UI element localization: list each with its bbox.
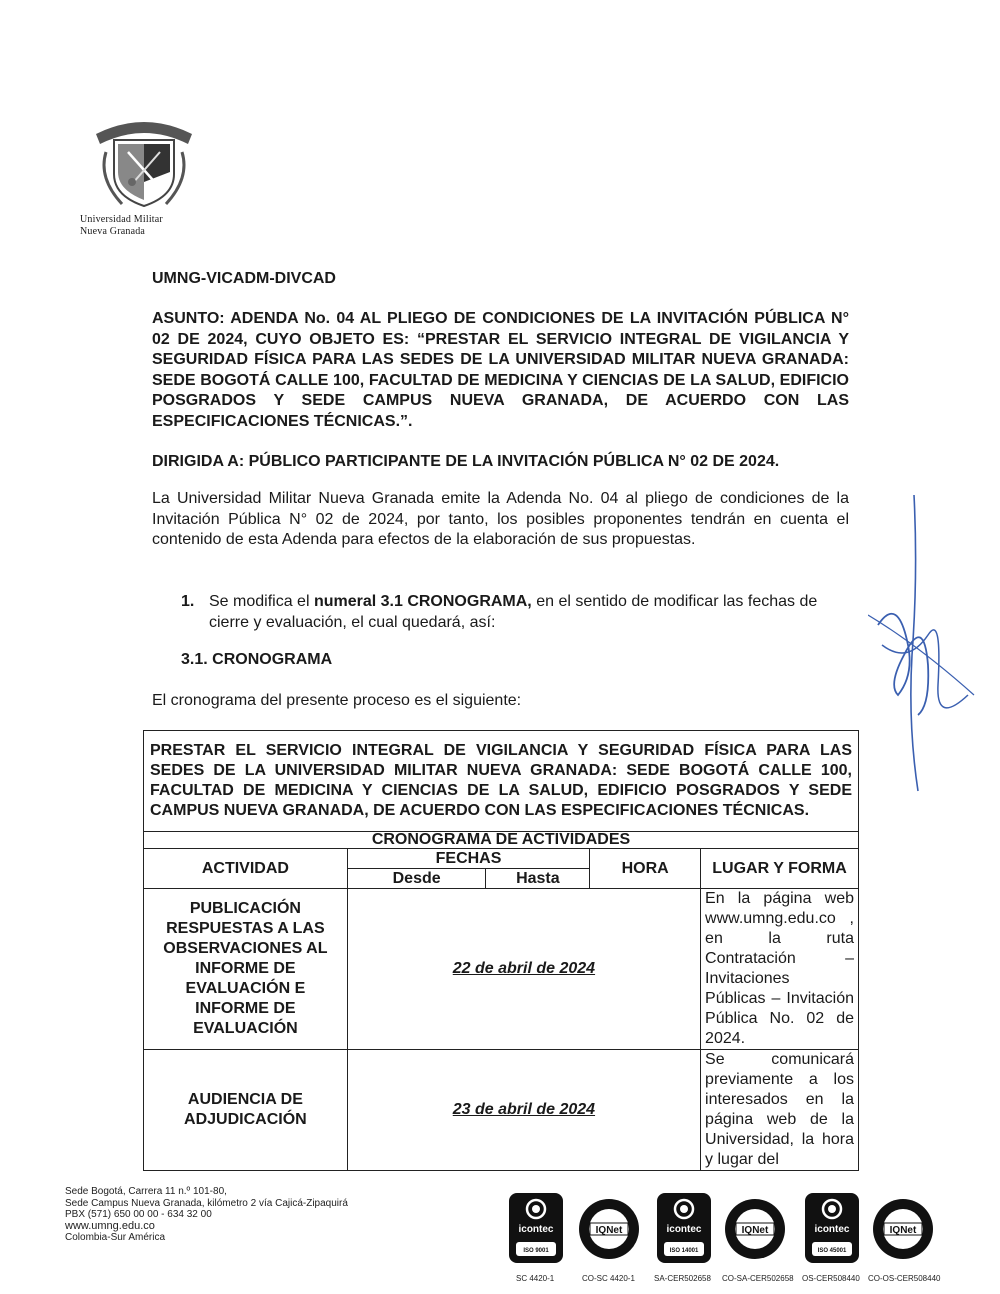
certification-seals <box>508 1192 948 1282</box>
header-hasta: Hasta <box>486 869 590 889</box>
handwritten-signature <box>868 495 978 795</box>
list-item-text <box>209 591 849 633</box>
header-desde: Desde <box>347 869 486 889</box>
university-name-line1: Universidad Militar <box>80 214 163 225</box>
cert-code: CO-SA-CER502658 <box>722 1274 794 1283</box>
icontec-seal <box>508 1192 564 1269</box>
footer-line3: PBX (571) 650 00 00 - 634 32 00 <box>65 1209 212 1220</box>
addressed-to: DIRIGIDA A: PÚBLICO PARTICIPANTE DE LA INVITACIÓN PÚBLICA N° 02 DE 2024. <box>152 453 780 470</box>
svg-text:icontec: icontec <box>814 1224 850 1235</box>
table-subtitle: CRONOGRAMA DE ACTIVIDADES <box>144 832 859 849</box>
university-crest-icon <box>88 112 200 212</box>
cert-code: CO-OS-CER508440 <box>868 1274 941 1283</box>
iqnet-seal <box>578 1198 640 1265</box>
icontec-logo-icon <box>508 1192 564 1264</box>
row-2-fecha: 23 de abril de 2024 <box>347 1050 700 1171</box>
footer-line5: Colombia-Sur América <box>65 1232 166 1243</box>
icontec-seal <box>656 1192 712 1269</box>
footer-website: www.umng.edu.co <box>65 1219 155 1232</box>
row-1-fecha: 22 de abril de 2024 <box>347 889 700 1050</box>
document-reference: UMNG-VICADM-DIVCAD <box>152 270 336 287</box>
footer-address <box>65 1186 348 1244</box>
footer-line1: Sede Bogotá, Carrera 11 n.º 101-80, <box>65 1186 227 1197</box>
table-row <box>144 1050 859 1171</box>
iqnet-seal <box>872 1198 934 1265</box>
row-2-actividad: AUDIENCIA DE ADJUDICACIÓN <box>144 1050 348 1171</box>
section-intro: El cronograma del presente proceso es el siguiente: <box>152 692 522 709</box>
university-name <box>80 214 200 238</box>
cert-code: CO-SC 4420-1 <box>582 1274 635 1283</box>
header-fechas: FECHAS <box>347 849 589 869</box>
icontec-seal <box>804 1192 860 1269</box>
header-actividad: ACTIVIDAD <box>144 849 348 889</box>
document-subject: ASUNTO: ADENDA No. 04 AL PLIEGO DE CONDICIONES DE LA INVITACIÓN PÚBLICA N° 02 DE 2024, CUYO OBJETO ES: “PRESTAR EL SERVICIO INTEGRAL DE VIGILANCIA Y SEGURIDAD FÍSICA PARA LAS SEDES DE LA UNIVERSIDAD MILITAR NUEVA GRANADA: SEDE BOGOTÁ CALLE 100, FACULTAD DE MEDICINA Y CIENCIAS DE LA SALUD, EDIFICIO POSGRADOS Y SEDE CAMPUS NUEVA GRANADA, DE ACUERDO CON LAS ESPECIFICACIONES TÉCNICAS.”. <box>152 310 849 430</box>
iqnet-logo-icon <box>872 1198 934 1260</box>
row-1-lugar: En la página web www.umng.edu.co , en la ruta Contratación – Invitaciones Públicas – Invitación Pública No. 02 de 2024. <box>701 889 859 1050</box>
table-subtitle-row <box>144 832 859 849</box>
cert-code: SA-CER502658 <box>654 1274 711 1283</box>
table-row <box>144 889 859 1050</box>
schedule-table <box>143 730 859 1171</box>
svg-text:IQNet: IQNet <box>595 1225 623 1236</box>
cert-iso: ISO 45001 <box>817 1248 847 1254</box>
svg-text:icontec: icontec <box>666 1224 702 1235</box>
svg-text:IQNet: IQNet <box>741 1225 769 1236</box>
svg-text:icontec: icontec <box>518 1224 554 1235</box>
row-1-actividad: PUBLICACIÓN RESPUESTAS A LAS OBSERVACIONES AL INFORME DE EVALUACIÓN E INFORME DE EVALUACIÓN <box>144 889 348 1050</box>
iqnet-logo-icon <box>578 1198 640 1260</box>
list-item-number: 1. <box>181 593 195 610</box>
intro-paragraph: La Universidad Militar Nueva Granada emite la Adenda No. 04 al pliego de condiciones de la Invitación Pública N° 02 de 2024, por tanto, los posibles proponentes tendrán en cuenta el contenido de esta Adenda para efectos de la elaboración de sus propuestas. <box>152 490 849 548</box>
iqnet-seal <box>724 1198 786 1265</box>
row-2-lugar: Se comunicará previamente a los interesados en la página web de la Universidad, la hora y lugar del <box>701 1050 859 1171</box>
iqnet-logo-icon <box>724 1198 786 1260</box>
list-item-text-pre: Se modifica el <box>209 593 314 610</box>
cert-code: OS-CER508440 <box>802 1274 860 1283</box>
list-item-text-post: en el sentido de modificar las fechas de cierre y evaluación, el cual quedará, así: <box>209 593 818 631</box>
svg-text:IQNet: IQNet <box>889 1225 917 1236</box>
table-title-row <box>144 731 859 832</box>
university-name-line2: Nueva Granada <box>80 226 146 237</box>
list-item-1 <box>181 591 849 633</box>
footer-line2: Sede Campus Nueva Granada, kilómetro 2 vía Cajicá-Zipaquirá <box>65 1197 348 1209</box>
cert-code: SC 4420-1 <box>516 1274 555 1283</box>
table-title: PRESTAR EL SERVICIO INTEGRAL DE VIGILANCIA Y SEGURIDAD FÍSICA PARA LAS SEDES DE LA UNIVERSIDAD MILITAR NUEVA GRANADA: SEDE BOGOTÁ CALLE 100, FACULTAD DE MEDICINA Y CIENCIAS DE LA SALUD, EDIFICIO POSGRADOS Y SEDE CAMPUS NUEVA GRANADA, DE ACUERDO CON LAS ESPECIFICACIONES TÉCNICAS. <box>144 731 859 832</box>
icontec-logo-icon <box>804 1192 860 1264</box>
header-lugar: LUGAR Y FORMA <box>701 849 859 889</box>
icontec-logo-icon <box>656 1192 712 1264</box>
table-header-row <box>144 849 859 869</box>
cert-iso: ISO 14001 <box>669 1248 699 1254</box>
section-title: 3.1. CRONOGRAMA <box>181 651 333 668</box>
university-logo <box>80 112 200 238</box>
list-item-text-bold: numeral 3.1 CRONOGRAMA, <box>313 593 532 610</box>
header-hora: HORA <box>590 849 701 889</box>
cert-iso: ISO 9001 <box>523 1248 549 1254</box>
